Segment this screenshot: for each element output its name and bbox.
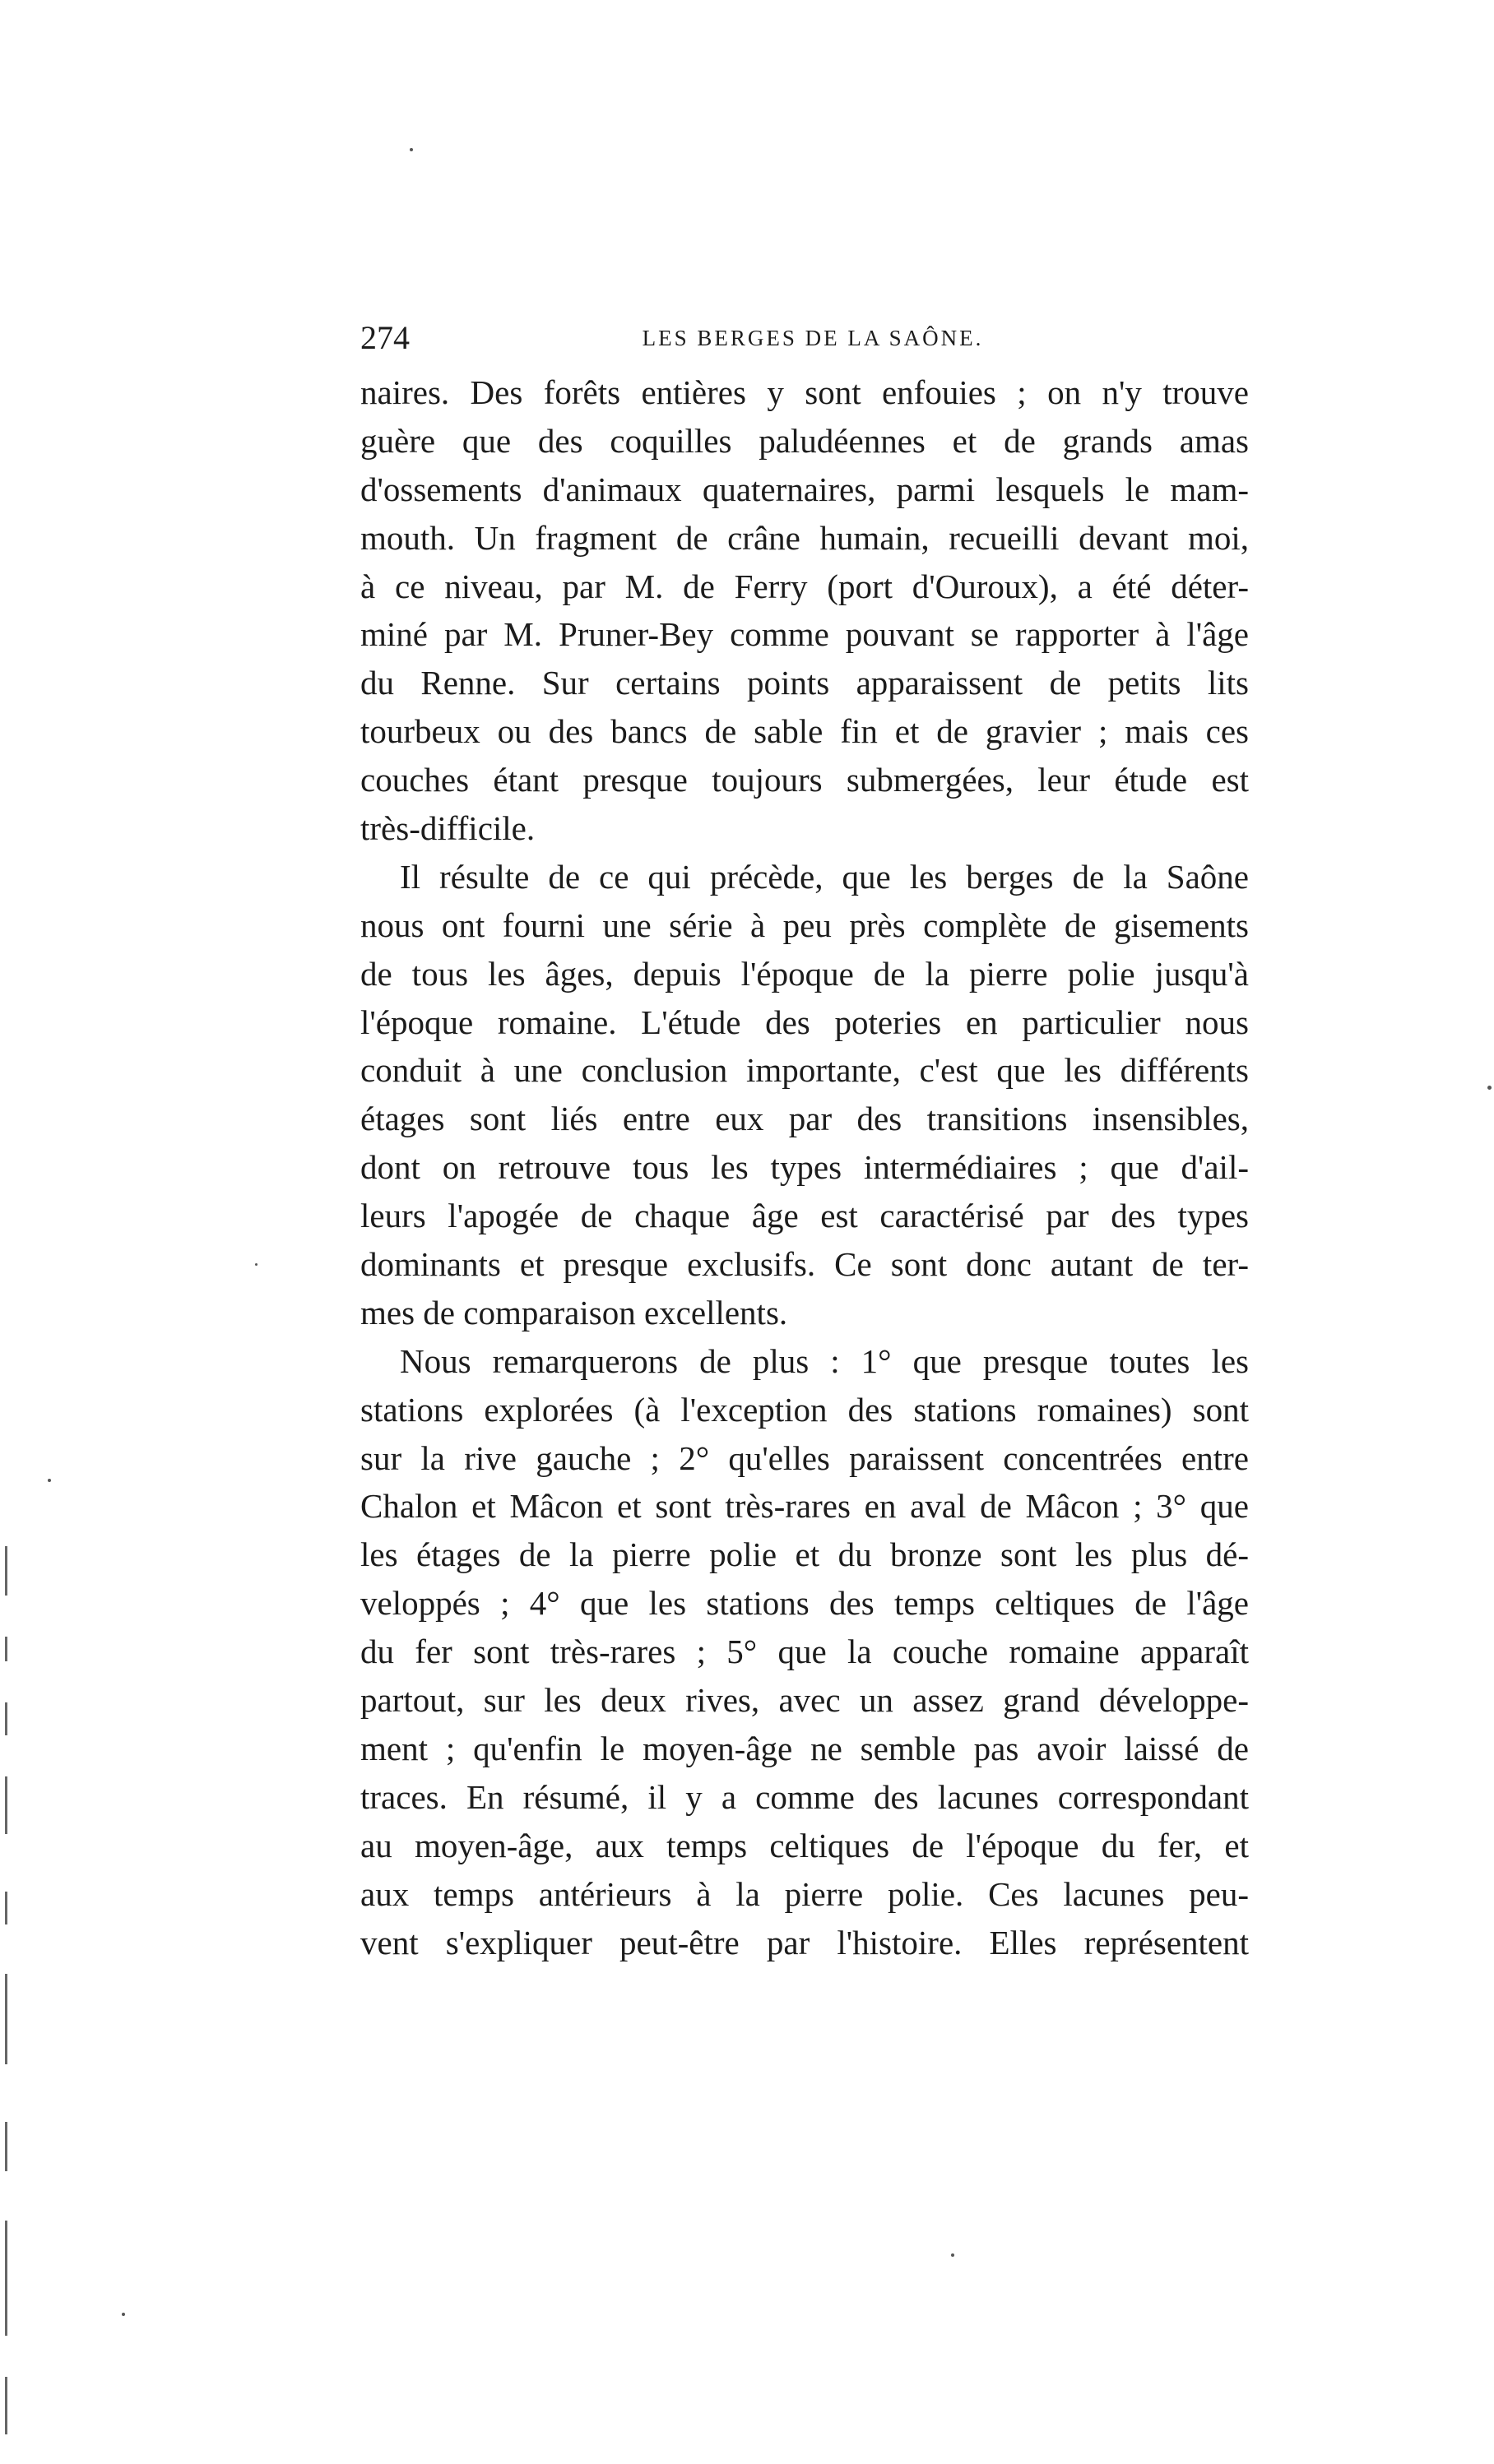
text-line: aux temps antérieurs à la pierre polie. Ces lacunes peu-	[360, 1874, 1249, 1913]
text-line: au moyen-âge, aux temps celtiques de l'époque du fer, et	[360, 1826, 1249, 1864]
speck	[48, 1479, 51, 1482]
binding-edge-marks	[5, 1546, 8, 2451]
speck	[951, 2253, 954, 2257]
text-line: nous ont fourni une série à peu près complète de gisements	[360, 905, 1249, 944]
speck	[255, 1263, 258, 1266]
text-line: mes de comparaison excellents.	[360, 1293, 788, 1332]
page-header	[360, 317, 1249, 359]
text-line: ment ; qu'enfin le moyen-âge ne semble pas avoir laissé de	[360, 1729, 1249, 1767]
text-line: d'ossements d'animaux quaternaires, parmi lesquels le mam-	[360, 470, 1249, 508]
text-line: traces. En résumé, il y a comme des lacunes correspondant	[360, 1777, 1249, 1816]
text-line: Nous remarquerons de plus : 1° que presque toutes les	[400, 1341, 1249, 1380]
speck	[122, 2313, 125, 2316]
text-line: naires. Des forêts entières y sont enfouies ; on n'y trouve	[360, 373, 1249, 411]
text-line: stations explorées (à l'exception des stations romaines) sont	[360, 1390, 1249, 1429]
text-line: partout, sur les deux rives, avec un assez grand développe-	[360, 1681, 1249, 1720]
text-line: Il résulte de ce qui précède, que les berges de la Saône	[400, 857, 1249, 896]
text-line: sur la rive gauche ; 2° qu'elles paraissent concentrées entre	[360, 1438, 1249, 1477]
text-line: de tous les âges, depuis l'époque de la pierre polie jusqu'à	[360, 954, 1249, 993]
text-line: Chalon et Mâcon et sont très-rares en aval de Mâcon ; 3° que	[360, 1487, 1249, 1526]
text-line: vent s'expliquer peut-être par l'histoire. Elles représentent	[360, 1923, 1249, 1961]
text-line: dont on retrouve tous les types intermédiaires ; que d'ail-	[360, 1148, 1249, 1187]
paragraph-2	[360, 853, 1249, 1337]
text-line: couches étant presque toujours submergées, leur étude est	[360, 761, 1249, 799]
paragraph-1	[360, 368, 1249, 853]
text-line: miné par M. Pruner-Bey comme pouvant se rapporter à l'âge	[360, 615, 1249, 654]
text-line: à ce niveau, par M. de Ferry (port d'Ouroux), a été déter-	[360, 567, 1249, 605]
text-line: du Renne. Sur certains points apparaissent de petits lits	[360, 664, 1249, 702]
text-line: l'époque romaine. L'étude des poteries en particulier nous	[360, 1003, 1249, 1041]
speck	[1487, 1086, 1492, 1090]
text-line: guère que des coquilles paludéennes et de grands amas	[360, 421, 1249, 460]
body-text	[360, 368, 1249, 1966]
text-line: tourbeux ou des bancs de sable fin et de gravier ; mais ces	[360, 712, 1249, 751]
text-line: étages sont liés entre eux par des transitions insensibles,	[360, 1100, 1249, 1138]
text-line: leurs l'apogée de chaque âge est caractérisé par des types	[360, 1197, 1249, 1235]
page-number: 274	[360, 319, 410, 356]
text-line: veloppés ; 4° que les stations des temps celtiques de l'âge	[360, 1584, 1249, 1623]
running-title: LES BERGES DE LA SAÔNE.	[642, 326, 984, 350]
text-line: du fer sont très-rares ; 5° que la couche romaine apparaît	[360, 1633, 1249, 1671]
speck	[410, 148, 413, 151]
text-line: mouth. Un fragment de crâne humain, recueilli devant moi,	[360, 518, 1249, 557]
text-line: les étages de la pierre polie et du bronze sont les plus dé-	[360, 1535, 1249, 1574]
paragraph-3	[360, 1337, 1249, 1967]
text-line: très-difficile.	[360, 809, 536, 848]
text-line: conduit à une conclusion importante, c'est que les différents	[360, 1051, 1249, 1090]
text-line: dominants et presque exclusifs. Ce sont donc autant de ter-	[360, 1245, 1249, 1284]
